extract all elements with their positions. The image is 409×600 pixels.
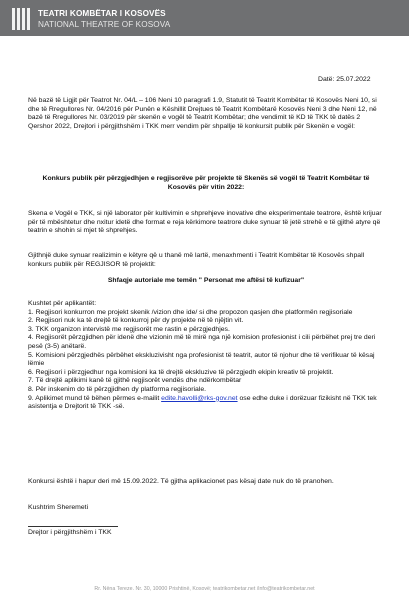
theatre-columns-logo-icon bbox=[12, 8, 34, 30]
project-subtitle: Shfaqje autoriale me temën " Personat me aftësi të kufizuar" bbox=[107, 277, 305, 284]
intro-paragraph: Në bazë të Ligjit për Teatrot Nr. 04/L – 106 Neni 10 paragrafi 1.9, Statutit të Teatrit Kombëtar të Kosovës Neni 10, si dhe të Rregullores Nr. 04/2016 për Punën e Këshillit Drejtues të Teatrit Kombëtarë Kosovës Neni 3 dhe Neni 12, në bazë të Rregullores Nr. 03/2019 për skenën e vogël të Teatrit Kombëtar; dhe vendimit të KD të TKK të datës 2 Qershor 2022, Drejtori i përgjithshëm i TKK merr vendim për shpallje të konkursit publik për Skenën e vogël: bbox=[28, 97, 377, 130]
signatory-title: Drejtor i përgjithshëm i TKK bbox=[28, 529, 112, 536]
condition9-text-start: 9. Aplikimet mund të bëhen përmes e-mailit bbox=[28, 394, 162, 402]
condition-item: 4. Regjisorët përzgjidhen për idenë dhe vizionin më të mirë nga një komision profesionist i cili përbëhet prej tre deri pesë (3-5) anëtarë. bbox=[28, 334, 376, 350]
footer-address: Rr. Nëna Tereze. Nr. 30, 10000 Prishtinë, Kosovë; teatrikombetar.net /info@teatrikombetar.net bbox=[94, 586, 315, 592]
condition-item: 6. Regjisori i përzgjedhur nga komisioni ka të drejtë ekskluzive të përzgjedh ekipin kreativ të projektit. bbox=[28, 368, 334, 376]
paragraph-announcement: Gjithnjë duke synuar realizimin e këtyre që u thanë më lartë, menaxhmenti i Teatrit Kombëtar të Kosovës shpall konkurs publik për REGJISOR të projektit: bbox=[28, 252, 365, 268]
condition-item: 8. Për inskenim do të përzgjidhen dy platforma regjisoriale. bbox=[28, 385, 207, 393]
condition9-text-end: ose edhe duke i dorëzuar fizikisht në TKK tek asistentja e Drejtorit të TKK -së. bbox=[28, 394, 377, 411]
paragraph-small-stage: Skena e Vogël e TKK, si një laborator për kultivimin e shprehjeve inovative dhe eksperimentale teatrore, është krijuar për të mbështetur dhe nxitur idetë dhe format e reja kërkimore teatrore duke synuar të jetë strehë e të gjithë atyre që teatrin e shohin si mjet të shprehjes. bbox=[28, 210, 382, 235]
condition-item: 7. Të drejtë aplikimi kanë të gjithë regjisorët vendës dhe ndërkombëtar bbox=[28, 377, 242, 385]
condition-item-9 bbox=[28, 395, 384, 412]
letterhead bbox=[0, 0, 409, 36]
signatory-name: Kushtrim Sheremeti bbox=[28, 504, 89, 511]
closing-paragraph: Konkursi është i hapur deri më 15.09.2022. Të gjitha aplikacionet pas kësaj date nuk do të pranohen. bbox=[28, 478, 334, 485]
org-name: TEATRI KOMBËTAR I KOSOVËS bbox=[38, 9, 166, 18]
document-title: Konkurs publik për përzgjedhjen e regjisorëve për projekte të Skenës së vogël të Teatrit Kombëtar të Kosovës për vitin 2022: bbox=[42, 175, 370, 191]
condition-item: 2. Regjisori nuk ka të drejtë të konkurroj për dy projekte në të njëjtin vit. bbox=[28, 317, 244, 325]
application-email-link[interactable]: edite.havolli@rks-gov.net bbox=[161, 394, 238, 402]
condition-item: 1. Regjisori konkurron me projekt skenik /vizion dhe ide/ si dhe propozon qasjen dhe platformën regjisoriale bbox=[28, 308, 353, 316]
conditions-section bbox=[28, 300, 384, 412]
condition-item: 3. TKK organizon intervistë me regjisorët me rastin e përzgjedhjes. bbox=[28, 325, 230, 333]
conditions-label: Kushtet për aplikantët: bbox=[28, 300, 97, 307]
document-date: Datë: 25.07.2022 bbox=[318, 76, 371, 83]
org-name-en: NATIONAL THEATRE OF KOSOVA bbox=[38, 20, 171, 29]
condition-item: 5. Komisioni përzgjedhës përbëhet ekskluzivisht nga profesionist të teatrit, autor të njohur dhe të verifikuar të kësaj lëmie bbox=[28, 351, 375, 368]
signature-line bbox=[28, 526, 118, 527]
